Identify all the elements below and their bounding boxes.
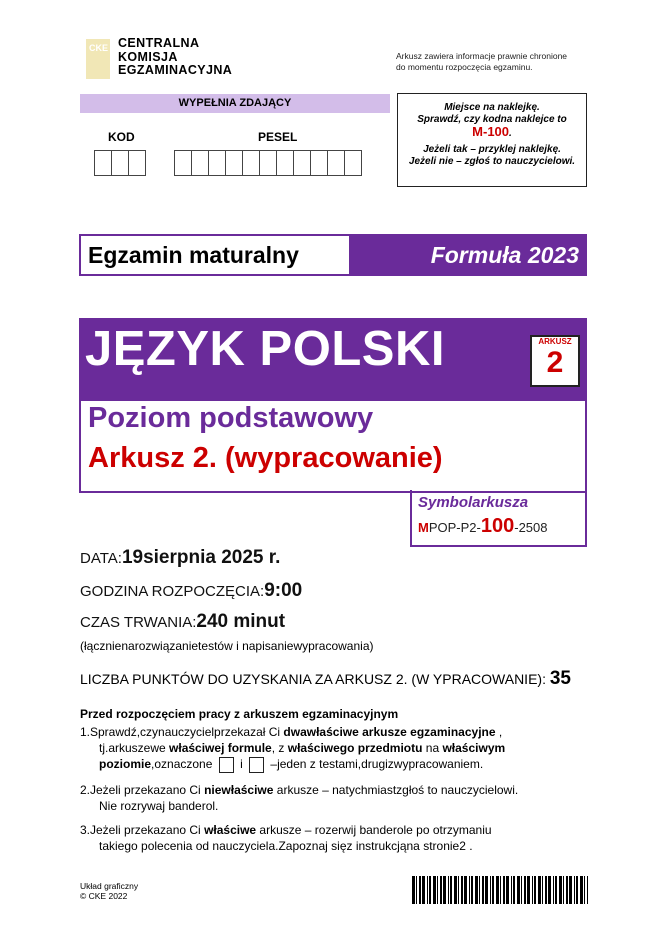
cke-logo-mark bbox=[86, 39, 110, 79]
barcode-bar bbox=[427, 876, 428, 904]
pesel-box[interactable] bbox=[293, 150, 311, 176]
instr3-text: arkusze – rozerwij banderole po otrzymaniu bbox=[256, 823, 492, 837]
barcode-bar bbox=[517, 876, 520, 904]
barcode-bar bbox=[437, 876, 438, 904]
start-time-label: GODZINA ROZPOCZĘCIA: bbox=[80, 583, 265, 600]
symbol-suffix: -2508 bbox=[514, 520, 548, 535]
logo-line-3: EGZAMINACYJNA bbox=[118, 63, 233, 77]
pesel-box[interactable] bbox=[191, 150, 209, 176]
barcode-bar bbox=[548, 876, 551, 904]
barcode-bar bbox=[527, 876, 530, 904]
barcode-bar bbox=[584, 876, 585, 904]
barcode-bar bbox=[458, 876, 459, 904]
checkbox-icon bbox=[219, 757, 234, 773]
instructions-title: Przed rozpoczęciem pracy z arkuszem egzaminacyjnym bbox=[80, 707, 399, 721]
pesel-box[interactable] bbox=[276, 150, 294, 176]
instr3-text: 3.Jeżeli przekazano Ci bbox=[80, 823, 205, 837]
barcode-bar bbox=[469, 876, 470, 904]
legal-note-line-2: do momentu rozpoczęcia egzaminu. bbox=[396, 62, 533, 72]
symbol-number: 100 bbox=[480, 515, 515, 537]
barcode-bar bbox=[482, 876, 484, 904]
logo-line-1: CENTRALNA bbox=[118, 36, 200, 50]
barcode-bar bbox=[521, 876, 522, 904]
subject-title: JĘZYK POLSKI bbox=[85, 322, 445, 376]
barcode-bar bbox=[506, 876, 509, 904]
instr2-text: arkusze – natychmiastzgłoś to nauczycielowi. bbox=[273, 783, 519, 797]
barcode-bar bbox=[440, 876, 442, 904]
barcode-bar bbox=[422, 876, 425, 904]
points-value: 35 bbox=[549, 668, 571, 689]
barcode-bar bbox=[545, 876, 547, 904]
instr1-text: , z bbox=[271, 741, 288, 755]
instr1-text: i bbox=[236, 757, 247, 771]
duration-label: CZAS TRWANIA: bbox=[80, 614, 197, 631]
date-value: 19sierpnia 2025 r. bbox=[121, 547, 281, 568]
cke-logo-text bbox=[118, 37, 232, 78]
instr1-bold: dwawłaściwe arkusze egzaminacyjne bbox=[283, 725, 496, 739]
barcode-bar bbox=[569, 876, 572, 904]
legal-note bbox=[396, 51, 567, 73]
date-line bbox=[80, 547, 280, 569]
instr3-text: . bbox=[465, 839, 473, 853]
pesel-box[interactable] bbox=[259, 150, 277, 176]
instruction-3 bbox=[80, 822, 590, 854]
barcode-bar bbox=[443, 876, 446, 904]
barcode-bar bbox=[500, 876, 501, 904]
instr1-bold: poziomie bbox=[99, 757, 152, 771]
barcode-bar bbox=[555, 876, 557, 904]
points-line bbox=[80, 668, 571, 690]
instr1-text: ,oznaczone bbox=[151, 757, 216, 771]
barcode-bar bbox=[524, 876, 526, 904]
barcode-bar bbox=[496, 876, 499, 904]
barcode-bar bbox=[450, 876, 452, 904]
sheet-number: 2 bbox=[546, 346, 564, 379]
pesel-label: PESEL bbox=[258, 130, 298, 144]
start-time-value: 9:00 bbox=[264, 580, 303, 601]
kod-box[interactable] bbox=[128, 150, 146, 176]
instr2-text: 2.Jeżeli przekazano Ci bbox=[80, 783, 205, 797]
kod-box[interactable] bbox=[111, 150, 129, 176]
kod-input-boxes[interactable] bbox=[94, 150, 145, 176]
duration-note: (łącznienarozwiązanietestów i napisaniewypracowania) bbox=[80, 639, 374, 653]
sticker-code-suffix: . bbox=[509, 128, 512, 139]
footer-line-2: © CKE 2022 bbox=[80, 891, 128, 901]
sticker-line-2: Sprawdź, czy kodna naklejce to bbox=[417, 114, 567, 125]
exam-title: Egzamin maturalny bbox=[81, 236, 349, 274]
pesel-box[interactable] bbox=[174, 150, 192, 176]
barcode-bar bbox=[416, 876, 417, 904]
barcode-bar bbox=[475, 876, 478, 904]
barcode-bar bbox=[433, 876, 436, 904]
barcode-bar bbox=[511, 876, 512, 904]
barcode-bar bbox=[419, 876, 421, 904]
pesel-box[interactable] bbox=[242, 150, 260, 176]
barcode-bar bbox=[454, 876, 457, 904]
footer-note bbox=[80, 881, 138, 901]
legal-note-line-1: Arkusz zawiera informacje prawnie chronione bbox=[396, 51, 568, 61]
pesel-input-boxes[interactable] bbox=[174, 150, 361, 176]
sticker-line-4: Jeżeli nie – zgłoś to nauczycielowi. bbox=[408, 156, 576, 167]
sheet-name: Arkusz 2. (wypracowanie) bbox=[88, 442, 443, 474]
barcode-bar bbox=[563, 876, 564, 904]
barcode-bar bbox=[471, 876, 473, 904]
instr1-bold: właściwym bbox=[442, 741, 506, 755]
barcode-bar bbox=[587, 876, 588, 904]
sheet-number-box bbox=[530, 335, 580, 387]
exam-banner bbox=[79, 234, 587, 276]
barcode-bar bbox=[412, 876, 415, 904]
barcode-bar bbox=[559, 876, 562, 904]
barcode bbox=[412, 876, 588, 904]
symbol-code bbox=[418, 515, 547, 538]
duration-value: 240 minut bbox=[196, 611, 286, 632]
barcode-bar bbox=[448, 876, 449, 904]
instr3-bold: właściwe bbox=[204, 823, 257, 837]
points-label: LICZBA PUNKTÓW DO UZYSKANIA ZA ARKUSZ 2. (W YPRACOWANIE): bbox=[80, 671, 546, 687]
sticker-area bbox=[397, 93, 587, 187]
symbol-prefix: M bbox=[418, 520, 429, 535]
barcode-bar bbox=[542, 876, 543, 904]
start-time-line bbox=[80, 580, 302, 602]
pesel-box[interactable] bbox=[225, 150, 243, 176]
instr1-text: 1.Sprawdź,czynauczycielprzekazał Ci bbox=[80, 725, 284, 739]
instr1-text: tj.arkuszewe bbox=[99, 741, 170, 755]
barcode-bar bbox=[461, 876, 463, 904]
instruction-1 bbox=[80, 724, 590, 773]
pesel-box[interactable] bbox=[344, 150, 362, 176]
instr2-bold: niewłaściwe bbox=[204, 783, 274, 797]
pesel-box[interactable] bbox=[310, 150, 328, 176]
instr3-text: takiego polecenia od nauczyciela.Zapoznaj sięz instrukcjąna stronie2 bbox=[99, 839, 466, 853]
barcode-bar bbox=[576, 876, 578, 904]
pesel-box[interactable] bbox=[327, 150, 345, 176]
barcode-bar bbox=[503, 876, 505, 904]
instr1-bold: właściwego przedmiotu bbox=[287, 741, 423, 755]
exam-level: Poziom podstawowy bbox=[88, 402, 374, 434]
symbol-middle: POP-P2- bbox=[428, 520, 481, 535]
barcode-bar bbox=[574, 876, 575, 904]
barcode-bar bbox=[513, 876, 515, 904]
instr1-text: na bbox=[422, 741, 443, 755]
fill-header: WYPEŁNIA ZDAJĄCY bbox=[80, 94, 390, 113]
kod-label: KOD bbox=[108, 130, 135, 144]
barcode-bar bbox=[532, 876, 533, 904]
date-label: DATA: bbox=[80, 550, 122, 567]
exam-formula: Formuła 2023 bbox=[349, 236, 585, 274]
barcode-bar bbox=[580, 876, 583, 904]
sticker-line-3: Jeżeli tak – przyklej naklejkę. bbox=[423, 144, 561, 155]
footer-line-1: Układ graficzny bbox=[80, 881, 139, 891]
sheet-label: ARKUSZ bbox=[538, 337, 572, 346]
sticker-code: M-100 bbox=[472, 124, 510, 139]
logo-line-2: KOMISJA bbox=[118, 49, 178, 64]
barcode-bar bbox=[553, 876, 554, 904]
barcode-bar bbox=[479, 876, 480, 904]
barcode-bar bbox=[492, 876, 494, 904]
barcode-bar bbox=[534, 876, 536, 904]
barcode-bar bbox=[566, 876, 568, 904]
barcode-bar bbox=[538, 876, 541, 904]
kod-box[interactable] bbox=[94, 150, 112, 176]
instr1-text: , bbox=[495, 725, 503, 739]
instruction-2 bbox=[80, 782, 590, 814]
instr2-text: Nie rozrywaj banderol. bbox=[99, 799, 219, 813]
sticker-line-1: Miejsce na naklejkę. bbox=[444, 102, 540, 113]
barcode-bar bbox=[429, 876, 431, 904]
instr1-bold: właściwej formule bbox=[169, 741, 272, 755]
symbol-label: Symbolarkusza bbox=[418, 494, 529, 511]
checkbox-icon bbox=[249, 757, 264, 773]
barcode-bar bbox=[485, 876, 488, 904]
duration-line bbox=[80, 611, 285, 633]
logo-mark-text: CKE bbox=[89, 43, 109, 53]
barcode-bar bbox=[464, 876, 467, 904]
barcode-bar bbox=[490, 876, 491, 904]
instr1-text: –jeden z testami,drugizwypracowaniem. bbox=[267, 757, 484, 771]
pesel-box[interactable] bbox=[208, 150, 226, 176]
